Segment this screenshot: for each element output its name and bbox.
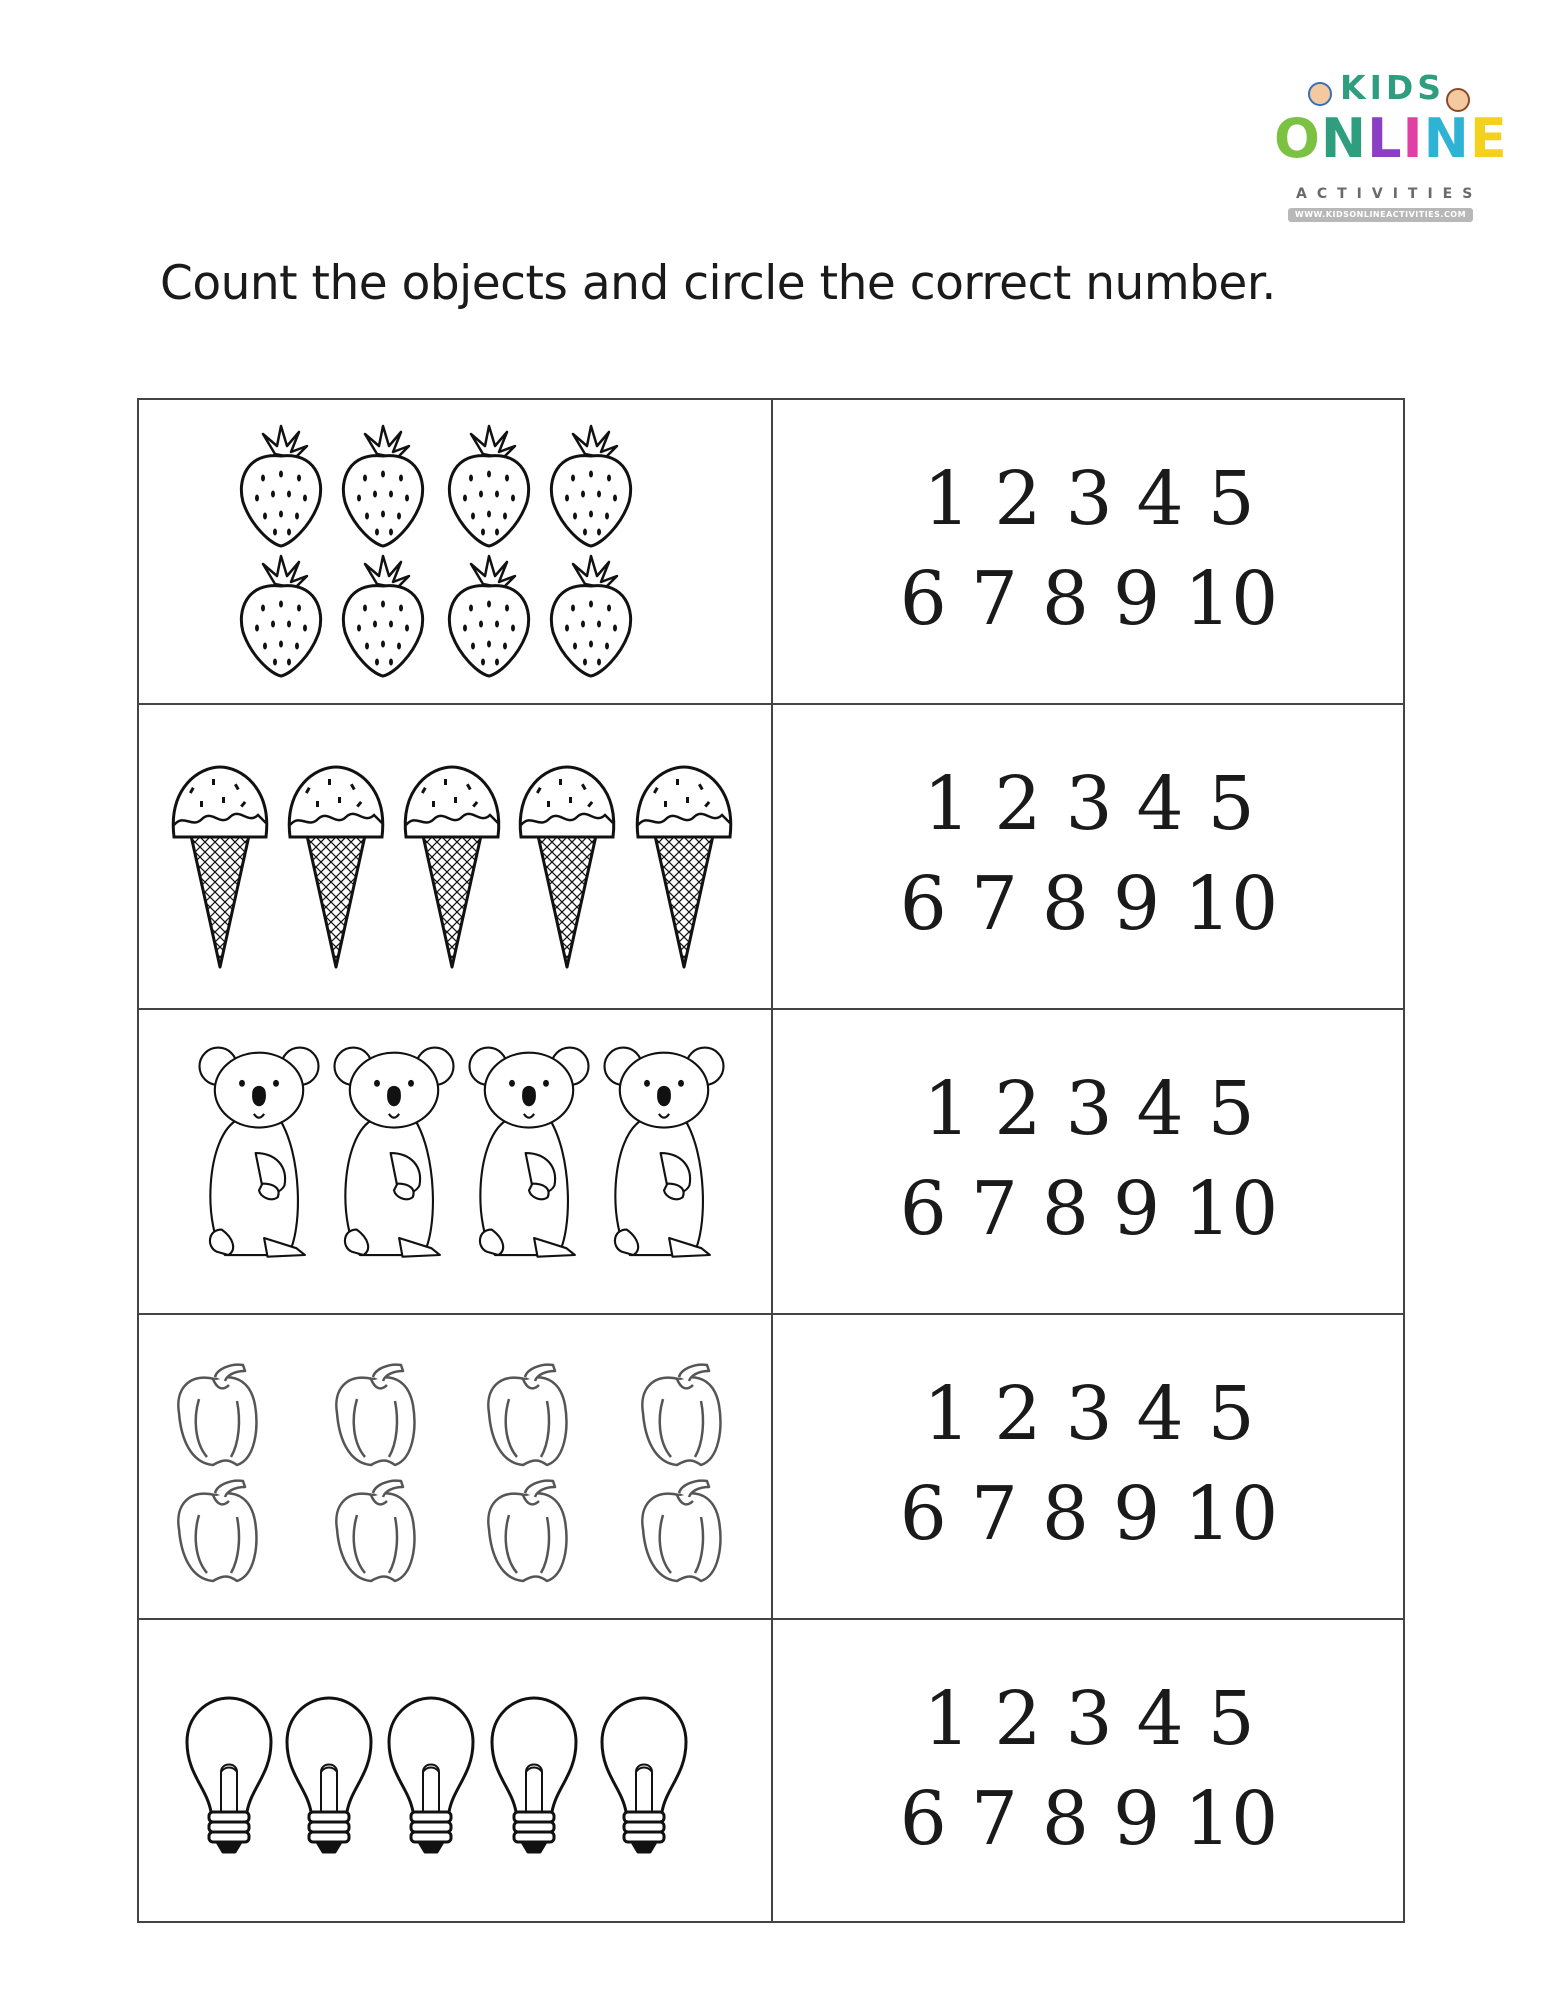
bell-pepper-icon (178, 1481, 256, 1581)
numbers-1-to-5 (773, 456, 1405, 542)
object-cell (139, 1315, 773, 1618)
counting-table (137, 398, 1405, 1923)
number-choice[interactable]: 1 (923, 1371, 971, 1457)
number-choice[interactable]: 3 (1065, 456, 1113, 542)
number-choice[interactable]: 6 (899, 861, 947, 947)
numbers-1-to-5 (773, 1676, 1405, 1762)
peppers-group (139, 1315, 773, 1620)
ice-cream-cone-icon (520, 767, 613, 967)
strawberry-icon (449, 556, 528, 676)
light-bulb-icon (602, 1698, 686, 1852)
strawberry-icon (241, 426, 320, 546)
number-choice[interactable]: 10 (1184, 1166, 1279, 1252)
koala-icon (605, 1048, 724, 1257)
bell-pepper-icon (642, 1365, 720, 1465)
numbers-1-to-5 (773, 761, 1405, 847)
number-choice[interactable]: 2 (994, 1066, 1042, 1152)
numbers-6-to-10 (773, 1166, 1405, 1252)
number-choice[interactable]: 9 (1113, 861, 1161, 947)
object-cell (139, 1620, 773, 1923)
number-choice[interactable]: 2 (994, 1676, 1042, 1762)
number-choice[interactable]: 3 (1065, 1066, 1113, 1152)
number-choices (773, 1315, 1405, 1618)
number-choice[interactable]: 5 (1207, 456, 1255, 542)
number-choice[interactable]: 5 (1207, 761, 1255, 847)
table-row (139, 1010, 1403, 1315)
number-choice[interactable]: 7 (970, 556, 1018, 642)
number-choice[interactable]: 7 (970, 1166, 1018, 1252)
strawberry-icon (343, 426, 422, 546)
object-cell (139, 400, 773, 703)
number-choice[interactable]: 6 (899, 1776, 947, 1862)
bell-pepper-icon (336, 1365, 414, 1465)
number-choice[interactable]: 4 (1136, 761, 1184, 847)
worksheet-instruction: Count the objects and circle the correct number. (160, 256, 1276, 311)
numbers-6-to-10 (773, 556, 1405, 642)
number-choice[interactable]: 1 (923, 761, 971, 847)
bell-pepper-icon (488, 1365, 566, 1465)
table-row (139, 1620, 1403, 1923)
light-bulb-icon (187, 1698, 271, 1852)
number-choices (773, 1620, 1405, 1923)
number-choice[interactable]: 1 (923, 1676, 971, 1762)
logo-kids-text: KIDS (1340, 68, 1446, 107)
ice-cream-cone-icon (637, 767, 730, 967)
number-choice[interactable]: 5 (1207, 1371, 1255, 1457)
ice-creams-group (139, 705, 773, 1010)
number-choice[interactable]: 7 (970, 1471, 1018, 1557)
light-bulb-icon (287, 1698, 371, 1852)
number-choice[interactable]: 1 (923, 456, 971, 542)
strawberries-group (139, 400, 773, 705)
object-cell (139, 1010, 773, 1313)
numbers-1-to-5 (773, 1066, 1405, 1152)
number-choice[interactable]: 3 (1065, 1676, 1113, 1762)
number-choice[interactable]: 7 (970, 1776, 1018, 1862)
table-row (139, 1315, 1403, 1620)
number-choice[interactable]: 2 (994, 1371, 1042, 1457)
number-choice[interactable]: 10 (1184, 1471, 1279, 1557)
number-choice[interactable]: 10 (1184, 556, 1279, 642)
bell-pepper-icon (488, 1481, 566, 1581)
numbers-1-to-5 (773, 1371, 1405, 1457)
number-choice[interactable]: 9 (1113, 1166, 1161, 1252)
koala-icon (200, 1048, 319, 1257)
light-bulbs-group (139, 1620, 773, 1923)
logo-online-text: ONLINE (1274, 107, 1508, 170)
number-choice[interactable]: 6 (899, 1166, 947, 1252)
koala-icon (335, 1048, 454, 1257)
light-bulb-icon (492, 1698, 576, 1852)
number-choice[interactable]: 9 (1113, 556, 1161, 642)
number-choice[interactable]: 8 (1041, 556, 1089, 642)
number-choice[interactable]: 5 (1207, 1676, 1255, 1762)
number-choice[interactable]: 5 (1207, 1066, 1255, 1152)
table-row (139, 400, 1403, 705)
bell-pepper-icon (336, 1481, 414, 1581)
logo-activities-text: ACTIVITIES (1296, 186, 1483, 202)
number-choice[interactable]: 8 (1041, 1166, 1089, 1252)
number-choice[interactable]: 1 (923, 1066, 971, 1152)
logo-url-text: WWW.KIDSONLINEACTIVITIES.COM (1288, 208, 1473, 222)
number-choice[interactable]: 3 (1065, 1371, 1113, 1457)
number-choice[interactable]: 10 (1184, 861, 1279, 947)
ice-cream-cone-icon (405, 767, 498, 967)
number-choice[interactable]: 8 (1041, 1471, 1089, 1557)
number-choices (773, 1010, 1405, 1313)
number-choice[interactable]: 6 (899, 1471, 947, 1557)
number-choice[interactable]: 6 (899, 556, 947, 642)
strawberry-icon (241, 556, 320, 676)
bell-pepper-icon (642, 1481, 720, 1581)
table-row (139, 705, 1403, 1010)
number-choice[interactable]: 8 (1041, 861, 1089, 947)
number-choice[interactable]: 2 (994, 761, 1042, 847)
number-choice[interactable]: 8 (1041, 1776, 1089, 1862)
ice-cream-cone-icon (289, 767, 382, 967)
number-choice[interactable]: 7 (970, 861, 1018, 947)
number-choices (773, 705, 1405, 1008)
object-cell (139, 705, 773, 1008)
strawberry-icon (343, 556, 422, 676)
number-choice[interactable]: 10 (1184, 1776, 1279, 1862)
number-choice[interactable]: 4 (1136, 456, 1184, 542)
numbers-6-to-10 (773, 861, 1405, 947)
number-choice[interactable]: 2 (994, 456, 1042, 542)
numbers-6-to-10 (773, 1776, 1405, 1862)
strawberry-icon (551, 556, 630, 676)
number-choice[interactable]: 9 (1113, 1776, 1161, 1862)
number-choice[interactable]: 4 (1136, 1066, 1184, 1152)
strawberry-icon (449, 426, 528, 546)
numbers-6-to-10 (773, 1471, 1405, 1557)
light-bulb-icon (389, 1698, 473, 1852)
strawberry-icon (551, 426, 630, 546)
kids-online-activities-logo (1268, 68, 1508, 228)
koala-icon (470, 1048, 589, 1257)
koalas-group (139, 1010, 773, 1315)
kid-face-icon (1308, 82, 1332, 106)
bell-pepper-icon (178, 1365, 256, 1465)
number-choice[interactable]: 3 (1065, 761, 1113, 847)
number-choice[interactable]: 9 (1113, 1471, 1161, 1557)
number-choice[interactable]: 4 (1136, 1676, 1184, 1762)
number-choices (773, 400, 1405, 703)
number-choice[interactable]: 4 (1136, 1371, 1184, 1457)
ice-cream-cone-icon (173, 767, 266, 967)
